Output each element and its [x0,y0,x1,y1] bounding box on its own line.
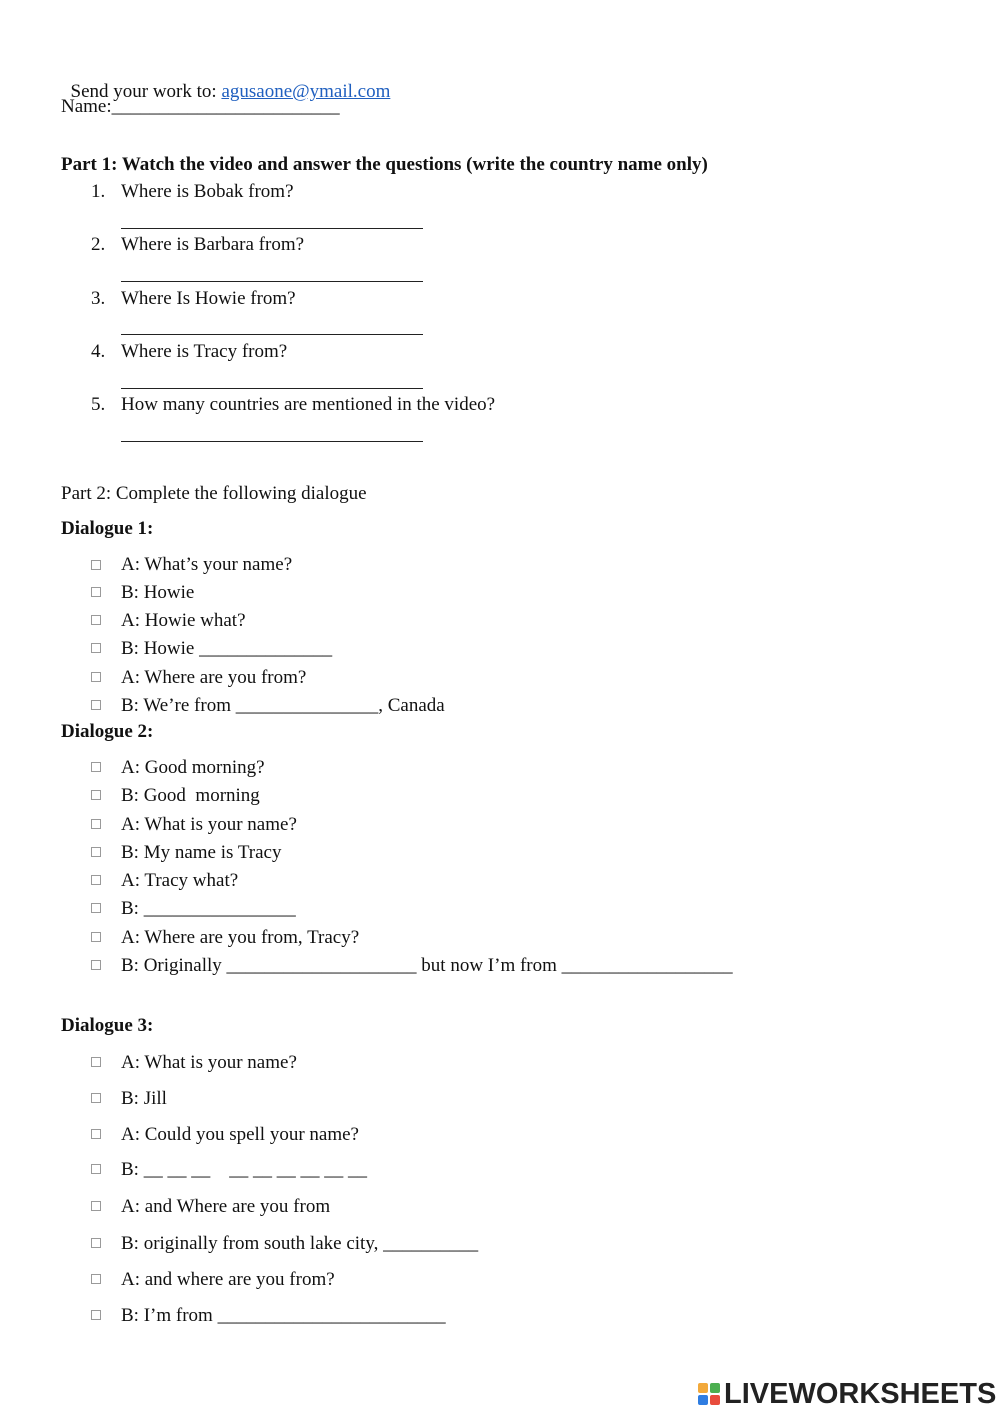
question-number: 5. [91,394,106,415]
question-number: 3. [91,288,106,309]
checkbox[interactable] [91,1164,101,1174]
checkbox[interactable] [91,587,101,597]
dialogue-line: A: Howie what? [121,610,246,631]
question-text: Where Is Howie from? [121,288,296,309]
dialogue-line: B: __ __ __ __ __ __ __ __ __ [121,1159,367,1180]
dialogue1-title: Dialogue 1: [61,518,154,539]
dialogue-line: B: Good morning [121,785,260,806]
dialogue-line: B: I’m from ________________________ [121,1305,446,1326]
question-number: 4. [91,341,106,362]
dialogue-line: A: Where are you from? [121,667,307,688]
dialogue-line: B: My name is Tracy [121,842,282,863]
checkbox[interactable] [91,875,101,885]
answer-line[interactable] [121,441,423,442]
question-number: 2. [91,234,106,255]
liveworksheets-logo [698,1379,996,1409]
dialogue-line: A: What’s your name? [121,554,293,575]
checkbox[interactable] [91,560,101,570]
dialogue-line: B: Howie ______________ [121,638,333,659]
question-number: 1. [91,181,106,202]
checkbox[interactable] [91,615,101,625]
dialogue-line: A: Good morning? [121,757,265,778]
dialogue-line: B: Howie [121,582,195,603]
send-label: Send your work to: [70,81,222,102]
dialogue-line: A: What is your name? [121,814,297,835]
question-text: How many countries are mentioned in the video? [121,394,496,415]
dialogue-line: B: originally from south lake city, __________ [121,1233,479,1254]
checkbox[interactable] [91,819,101,829]
checkbox[interactable] [91,1201,101,1211]
answer-line[interactable] [121,228,423,229]
dialogue-line: A: and Where are you from [121,1196,331,1217]
checkbox[interactable] [91,700,101,710]
checkbox[interactable] [91,1093,101,1103]
checkbox[interactable] [91,1310,101,1320]
dialogue-line: A: Tracy what? [121,870,239,891]
dialogue-line: B: We’re from _______________, Canada [121,695,445,716]
dialogue-line: B: Originally ____________________ but now I’m from __________________ [121,955,733,976]
checkbox[interactable] [91,1057,101,1067]
checkbox[interactable] [91,790,101,800]
checkbox[interactable] [91,847,101,857]
checkbox[interactable] [91,960,101,970]
dialogue-line: B: ________________ [121,898,296,919]
dialogue-line: A: and where are you from? [121,1269,335,1290]
question-text: Where is Barbara from? [121,234,305,255]
logo-mark-icon [698,1383,720,1405]
checkbox[interactable] [91,762,101,772]
dialogue-line: A: Where are you from, Tracy? [121,927,360,948]
checkbox[interactable] [91,903,101,913]
answer-line[interactable] [121,388,423,389]
question-text: Where is Bobak from? [121,181,294,202]
dialogue-line: A: What is your name? [121,1052,297,1073]
answer-line[interactable] [121,281,423,282]
checkbox[interactable] [91,1238,101,1248]
dialogue-line: A: Could you spell your name? [121,1124,359,1145]
checkbox[interactable] [91,1129,101,1139]
dialogue2-title: Dialogue 2: [61,721,154,742]
part1-title: Part 1: Watch the video and answer the questions (write the country name only) [61,154,708,175]
answer-line[interactable] [121,334,423,335]
name-line[interactable]: Name:________________________ [61,96,340,117]
checkbox[interactable] [91,932,101,942]
question-text: Where is Tracy from? [121,341,288,362]
dialogue3-title: Dialogue 3: [61,1015,154,1036]
dialogue-line: B: Jill [121,1088,167,1109]
checkbox[interactable] [91,643,101,653]
logo-text: LIVEWORKSHEETS [724,1377,997,1410]
checkbox[interactable] [91,1274,101,1284]
email-link[interactable]: agusaone@ymail.com [221,81,391,102]
checkbox[interactable] [91,672,101,682]
part2-title: Part 2: Complete the following dialogue [61,483,367,504]
